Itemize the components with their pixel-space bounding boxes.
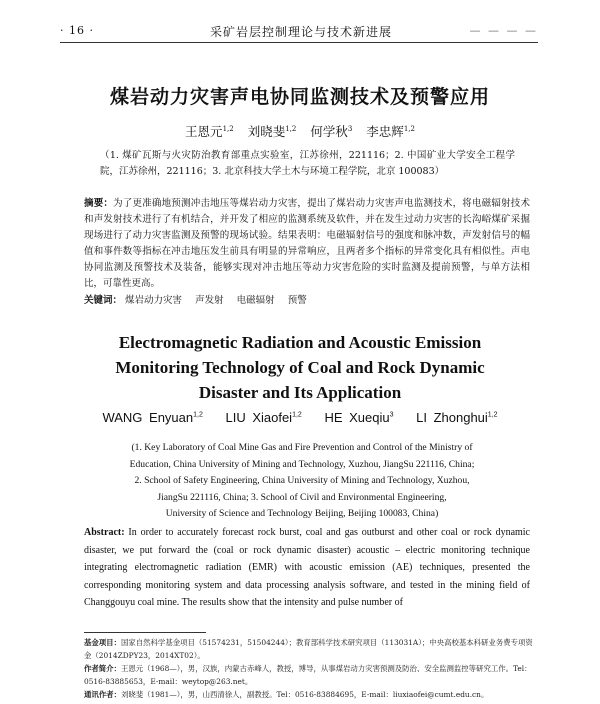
author-affil-mark: 1,2 [285,124,297,133]
author-name: 何学秋 [310,124,348,139]
footnote-text: 刘晓斐（1981—），男，山西清徐人，副教授。Tel：0516-83884695，E-mail：liuxiaofei@cumt.edu.cn。 [120,690,489,699]
author-affil-mark: 3 [347,124,353,133]
author-affil-mark: 1,2 [292,411,302,419]
author-name: HE Xueqiu [324,410,390,425]
author-name: LIU Xiaofei [225,410,293,425]
footnote-author [84,662,538,688]
footnote-text: 王恩元（1968—），男，汉族，内蒙古赤峰人，教授，博导，从事煤岩动力灾害预测及防治、安全监测监控等研究工作。Tel：0516-83885653，E-mail：weytop@263.net。 [84,664,532,686]
author [225,410,301,425]
keywords-label: 关键词： [84,295,123,306]
abstract-text: 为了更准确地预测冲击地压等煤岩动力灾害，提出了煤岩动力灾害声电监测技术，将电磁辐射技术和声发射技术进行了有机结合，并开发了相应的监测系统及软件，并在发生过动力灾害的长沟峪煤矿采掘现场进行了动力灾害监测及预警的现场试验。结果表明：电磁辐射信号的强度和脉冲数，声发射信号的幅值和事件数等指标在冲击地压发生前具有明显的异常响应，且两者多个指标的异常变化具有相似性。声电协同监测及预警技术及装备，能够实现对冲击地压等动力灾害危险的实时监测及提前预警，与单方法相比，可靠性更高。 [84,198,530,289]
english-title-line: Monitoring Technology of Coal and Rock Dynamic [115,358,485,377]
author-affil-mark: 1,2 [222,124,234,133]
affil-line: (1. Key Laboratory of Coal Mine Gas and Fire Prevention and Control of the Ministry of [131,442,473,453]
author-name: LI Zhonghui [416,410,488,425]
author [324,410,393,425]
english-authors [0,410,600,425]
abstract-label: 摘要： [84,198,114,209]
english-affiliations [112,440,492,523]
author-affil-mark: 3 [389,411,394,419]
keyword: 声发射 [195,295,224,306]
chinese-keywords [84,294,530,308]
author [102,410,202,425]
author-affil-mark: 1,2 [487,411,498,419]
keyword: 电磁辐射 [236,295,275,306]
affil-line: 2. School of Safety Engineering, China University of Mining and Technology, Xuzhou, [134,475,470,486]
footnote-label: 基金项目： [84,638,121,647]
footnote-text: 国家自然科学基金项目（51574231，51504244）；教育部科学技术研究项目（113031A）；中央高校基本科研业务费专项资金（2014ZDPY23，2014XT02）。 [84,638,533,660]
footnote-label: 作者简介： [84,664,121,673]
author-name: 王恩元 [185,124,223,139]
footnote-label: 通讯作者： [84,690,121,699]
running-header [60,22,538,40]
footnote-corresponding [84,688,538,701]
keyword: 煤岩动力灾害 [125,295,183,306]
keyword: 预警 [287,295,307,306]
english-title-line: Disaster and Its Application [198,383,402,402]
affil-line: JiangSu 221116, China; 3. School of Civil and Environmental Engineering, [157,491,447,503]
author-name: 李忠辉 [366,124,404,139]
author [416,410,497,425]
affil-line: University of Science and Technology Beijing, Beijing 100083, China) [165,508,439,519]
author-affil-mark: 1,2 [193,411,203,419]
footnote-rule [84,632,206,633]
chinese-authors [0,122,600,140]
footnotes [84,636,538,701]
page-number: · 16 · [60,24,94,37]
chinese-affiliations: （1. 煤矿瓦斯与火灾防治教育部重点实验室，江苏徐州，221116；2. 中国矿业大学安全工程学院，江苏徐州，221116；3. 北京科技大学土木与环境工程学院，北京 100083） [100,150,515,177]
affil-line: Education, China University of Mining and Technology, Xuzhou, JiangSu 221116, China; [129,458,475,470]
english-title [60,330,540,405]
english-title-line: Electromagnetic Radiation and Acoustic Emission [118,333,482,352]
journal-name: 采矿岩层控制理论与技术新进展 [210,25,393,39]
header-decoration: — — — — [469,24,538,37]
chinese-abstract [84,196,530,292]
english-abstract [84,524,530,612]
footnote-funding [84,636,538,662]
author-affil-mark: 1,2 [403,124,415,133]
abstract-text: In order to accurately forecast rock burst, coal and gas outburst and other coal or rock dynamic disaster, we put forward the (coal or rock dynamic disaster) acoustic – electric monitoring technique integrating electromagnetic radiation (EMR) with acoustic emission (AE) techniques, presented the corresponding monitoring system and data processing analysis software, and tested in the mining field of Changgouyu coal mine. The results show that the intensity and pulse number of [84,527,530,608]
header-rule [60,42,538,43]
author-name: WANG Enyuan [102,410,194,425]
author-name: 刘晓斐 [247,124,286,139]
abstract-label: Abstract: [84,527,125,538]
chinese-title: 煤岩动力灾害声电协同监测技术及预警应用 [109,86,490,108]
